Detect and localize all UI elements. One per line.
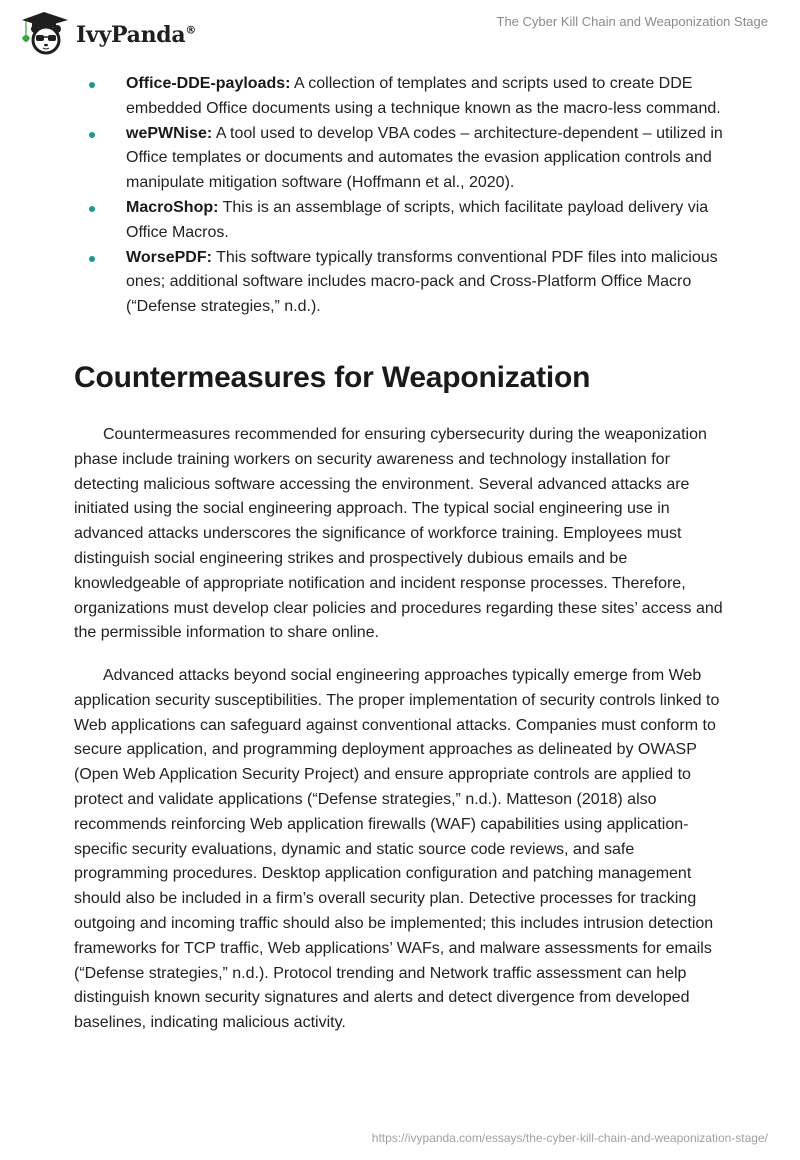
body-paragraph: Advanced attacks beyond social engineering approaches typically emerge from Web application security susceptibilities. The proper implementation of security controls linked to Web applications can safeguard against conventional attacks. Companies must conform to secure application, and programming deployment approaches as delineated by OWASP (Open Web Application Security Project) and ensure appropriate controls are applied to protect and validate applications (“Defense strategies,” n.d.). Matteson (2018) also recommends reinforcing Web application firewalls (WAF) capabilities using application-specific security evaluations, dynamic and static source code reviews, and safe programming procedures. Desktop application configuration and patching management should also be included in a firm’s overall security plan. Detective processes for tracking outgoing and incoming traffic should also be implemented; this includes intrusion detection frameworks for TCP traffic, Web applications’ WAFs, and malware assessments for emails (“Defense strategies,” n.d.). Protocol trending and Network traffic assessment can help distinguish known security signatures and alerts and detect divergence from developed baselines, indicating malicious activity. [74, 667, 720, 1032]
bullet-icon [89, 132, 95, 138]
brand-logo[interactable] [16, 8, 196, 56]
source-url-link[interactable]: https://ivypanda.com/essays/the-cyber-kill-chain-and-weaponization-stage/ [371, 1131, 768, 1145]
list-item-text: A collection of templates and scripts used to create DDE embedded Office documents using a technique known as the macro-less command. [126, 75, 721, 117]
bullet-icon [89, 82, 95, 88]
section-heading: Countermeasures for Weaponization [74, 361, 591, 394]
tool-list [0, 72, 800, 320]
list-item [0, 246, 800, 320]
bullet-icon [89, 256, 95, 262]
bullet-icon [89, 206, 95, 212]
list-item-term: WorsePDF: [126, 248, 212, 266]
list-item-term: Office-DDE-payloads: [126, 75, 291, 92]
page-header [0, 0, 800, 60]
panda-graduate-icon [16, 8, 72, 56]
list-item-text: This software typically transforms conventional PDF files into malicious ones; additional software includes macro-pack and Cross-Platform Office Macro (“Defense strategies,” n.d.). [126, 248, 718, 316]
brand-name: IvyPanda® [76, 22, 197, 48]
list-item [0, 122, 800, 196]
list-item-term: wePWNise: [126, 124, 213, 142]
registered-mark: ® [185, 23, 197, 37]
list-item-term: MacroShop: [126, 198, 219, 216]
list-item-text: A tool used to develop VBA codes – architecture-dependent – utilized in Office templates or documents and automates the evasion application controls and manipulate mitigation software (Hoffmann et al., 2020). [126, 124, 723, 192]
list-item [0, 196, 800, 246]
list-item [0, 72, 800, 122]
list-item-text: This is an assemblage of scripts, which facilitate payload delivery via Office Macros. [126, 198, 709, 241]
body-paragraph: Countermeasures recommended for ensuring cybersecurity during the weaponization phase include training workers on security awareness and technology installation for detecting malicious software accessing the environment. Several advanced attacks are initiated using the social engineering approach. The typical social engineering use in advanced attacks underscores the significance of workforce training. Employees must distinguish social engineering strikes and prospectively dubious emails and be knowledgeable of appropriate notification and incident response processes. Therefore, organizations must develop clear policies and procedures regarding these sites’ access and the permissible information to share online. [74, 426, 723, 642]
document-title: The Cyber Kill Chain and Weaponization Stage [496, 14, 768, 29]
